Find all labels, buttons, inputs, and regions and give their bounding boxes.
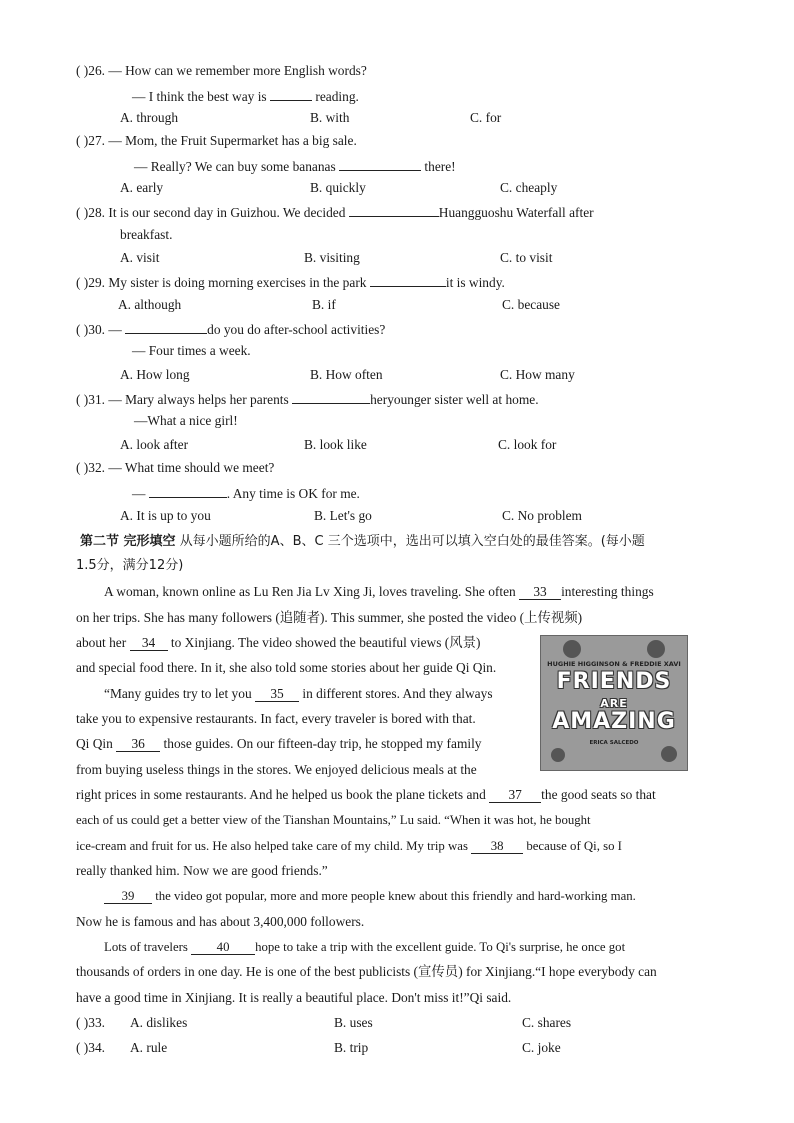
book-cover-image (540, 635, 688, 771)
passage-line: each of us could get a better view of the Tianshan Mountains,” Lu said. “When it was hot, he bought (76, 813, 591, 827)
blank-33[interactable]: 33 (519, 585, 561, 600)
section-heading: 第二节 完形填空 从每小题所给的A、B、C 三个选项中，选出可以填入空白处的最佳答案。(每小题 (80, 534, 645, 549)
book-title-word: ARE (600, 697, 628, 710)
option-b[interactable]: B. visiting (304, 250, 360, 265)
answer-blank[interactable] (370, 272, 446, 287)
passage-line: Qi Qin 36 those guides. On our fifteen-day trip, he stopped my family (76, 736, 482, 751)
question-34: ( )34. (76, 1040, 106, 1055)
option-a[interactable]: A. although (118, 297, 182, 312)
option-b[interactable]: B. if (312, 297, 336, 312)
option-c[interactable]: C. joke (522, 1040, 561, 1055)
blank-34[interactable]: 34 (130, 636, 168, 651)
question-29: ( )29. My sister is doing morning exercises in the park it is windy. (76, 272, 505, 292)
option-c[interactable]: C. for (470, 110, 502, 125)
question-32: ( )32. — What time should we meet? (76, 460, 275, 475)
question-31-line2: —What a nice girl! (134, 413, 238, 428)
blank-35[interactable]: 35 (255, 687, 299, 702)
passage-line: from buying useless things in the stores. We enjoyed delicious meals at the (76, 762, 477, 777)
book-title-word: AMAZING (552, 709, 676, 734)
question-30-line2: — Four times a week. (132, 343, 251, 358)
answer-blank[interactable] (292, 389, 370, 404)
passage-line: really thanked him. Now we are good friends.” (76, 863, 328, 878)
answer-blank[interactable] (339, 156, 421, 171)
option-b[interactable]: B. Let's go (314, 508, 372, 523)
character-icon (551, 748, 565, 762)
option-a[interactable]: A. through (120, 110, 179, 125)
answer-blank[interactable] (149, 483, 227, 498)
blank-39[interactable]: 39 (104, 889, 152, 904)
passage-line: ice-cream and fruit for us. He also helped take care of my child. My trip was 38 because of Qi, so I (76, 839, 622, 853)
book-title-word: FRIENDS (556, 669, 672, 694)
passage-line: and special food there. In it, she also told some stories about her guide Qi Qin. (76, 660, 497, 675)
option-b[interactable]: B. How often (310, 367, 383, 382)
option-c[interactable]: C. cheaply (500, 180, 558, 195)
question-28: ( )28. It is our second day in Guizhou. We decided Huangguoshu Waterfall after (76, 202, 594, 222)
question-33: ( )33. (76, 1015, 106, 1030)
question-27-line2: — Really? We can buy some bananas there! (134, 156, 456, 176)
passage-line: thousands of orders in one day. He is one of the best publicists (宣传员) for Xinjiang.“I hope everybody can (76, 964, 657, 979)
option-b[interactable]: B. look like (304, 437, 367, 452)
answer-blank[interactable] (270, 86, 312, 101)
question-26-line2: — I think the best way is reading. (132, 86, 359, 106)
option-c[interactable]: C. How many (500, 367, 575, 382)
passage-line: take you to expensive restaurants. In fact, every traveler is bored with that. (76, 711, 476, 726)
passage-line: 39 the video got popular, more and more people knew about this friendly and hard-working man. (104, 887, 636, 905)
passage-line: on her trips. She has many followers (追随者). This summer, she posted the video (上传视频) (76, 610, 583, 625)
blank-37[interactable]: 37 (489, 788, 541, 803)
option-c[interactable]: C. to visit (500, 250, 553, 265)
option-a[interactable]: A. visit (120, 250, 160, 265)
option-b[interactable]: B. trip (334, 1040, 369, 1055)
passage-line: Now he is famous and has about 3,400,000 followers. (76, 914, 365, 929)
option-b[interactable]: B. quickly (310, 180, 366, 195)
answer-blank[interactable] (349, 202, 439, 217)
question-31: ( )31. — Mary always helps her parents heryounger sister well at home. (76, 389, 539, 409)
option-a[interactable]: A. How long (120, 367, 190, 382)
question-32-line2: — . Any time is OK for me. (132, 483, 360, 503)
option-a[interactable]: A. early (120, 180, 164, 195)
option-b[interactable]: B. with (310, 110, 350, 125)
option-c[interactable]: C. look for (498, 437, 557, 452)
blank-36[interactable]: 36 (116, 737, 160, 752)
author-portrait-icon (563, 640, 581, 658)
option-a[interactable]: A. It is up to you (120, 508, 211, 523)
option-a[interactable]: A. rule (130, 1040, 168, 1055)
book-illustrator: ERICA SALCEDO (589, 740, 639, 746)
author-portrait-icon (647, 640, 665, 658)
passage-line: right prices in some restaurants. And he helped us book the plane tickets and 37 the good seats so that (76, 787, 656, 802)
question-26: ( )26. — How can we remember more English words? (76, 63, 367, 78)
option-c[interactable]: C. shares (522, 1015, 572, 1030)
question-27: ( )27. — Mom, the Fruit Supermarket has a big sale. (76, 133, 357, 148)
option-c[interactable]: C. No problem (502, 508, 582, 523)
section-instruction: 1.5分，满分12分) (76, 558, 184, 573)
passage-line: have a good time in Xinjiang. It is really a beautiful place. Don't miss it!”Qi said. (76, 990, 512, 1005)
question-28-line2: breakfast. (120, 227, 173, 242)
answer-blank[interactable] (125, 319, 207, 334)
passage-line: Lots of travelers 40 hope to take a trip with the excellent guide. To Qi's surprise, he once got (104, 940, 626, 954)
blank-38[interactable]: 38 (471, 839, 523, 854)
option-a[interactable]: A. look after (120, 437, 189, 452)
passage-line: about her 34 to Xinjiang. The video showed the beautiful views (风景) (76, 635, 481, 650)
blank-40[interactable]: 40 (191, 940, 255, 955)
character-icon (661, 746, 677, 762)
option-b[interactable]: B. uses (334, 1015, 373, 1030)
passage-line: A woman, known online as Lu Ren Jia Lv Xing Ji, loves traveling. She often 33 interesting things (104, 584, 654, 599)
book-authors: HUGHIE HIGGINSON & FREDDIE XAVI (547, 660, 681, 668)
question-30: ( )30. — do you do after-school activities? (76, 319, 385, 339)
passage-line: “Many guides try to let you 35 in different stores. And they always (104, 686, 493, 701)
option-c[interactable]: C. because (502, 297, 561, 312)
option-a[interactable]: A. dislikes (130, 1015, 188, 1030)
